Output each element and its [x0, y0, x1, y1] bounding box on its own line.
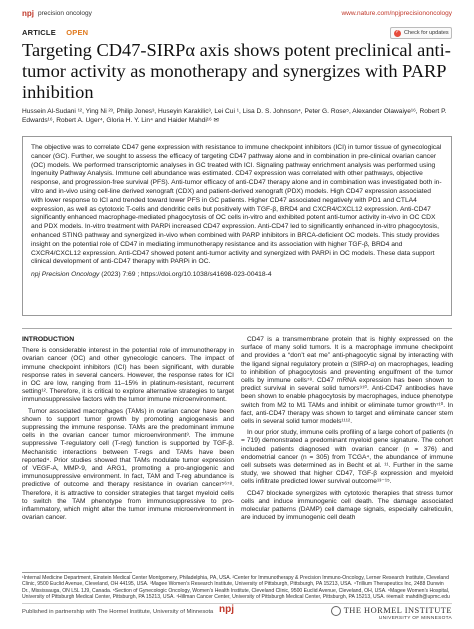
hormel-institute-logo	[331, 606, 452, 621]
journal-url-link[interactable]: www.nature.com/npjprecisiononcology	[341, 9, 452, 17]
divider	[22, 328, 452, 329]
abstract-citation	[31, 271, 443, 280]
footer-divider	[22, 603, 452, 604]
article-title: Targeting CD47-SIRPα axis shows potent preclinical anti-tumor activity as monotherapy and synergizes with PARP inhibition	[22, 40, 451, 102]
citation-journal: npj Precision Oncology	[31, 271, 100, 279]
npj-logo: npj	[22, 8, 34, 18]
article-type: ARTICLE	[22, 28, 56, 37]
affiliations: ¹Internal Medicine Department, Einstein Medical Center Montgomery, Philadelphia, PA, USA. ²Center for Immunotherapy & Precision Immuno-Oncology, Lerner Research Institute, Cleveland Clinic, 9500 Euclid Avenue, Cleveland, OH 44195, USA. ³Magee Women’s Research Institute, University of Pittsburgh, Pittsburgh, PA 15213, USA. ⁴Trillium Therapeutics Inc, 2488 Dunwin Dr., Mississauga, ON L5L 1J9, Canada. ⁵Section of Gynecologic Oncology, Women’s Health Institute, Cleveland Clinic, 9500 Euclid Avenue, Cleveland, OH, USA. ⁶Magee Women’s Hospital, University of Pittsburgh Medical Center, Pittsburgh, PA 15213, USA. ⁷Hillman Cancer Center, University of Pittsburgh Medical Center, Pittsburgh, PA 15213, USA. ✉email: mahdih@upmc.edu	[22, 575, 450, 600]
check-updates-label: Check for updates	[404, 30, 449, 36]
journal-header	[22, 6, 452, 20]
abstract-box	[22, 136, 452, 316]
intro-paragraph: There is considerable interest in the potential role of immunotherapy in ovarian cancer (OC) and other gynecologic cancers. The impact of immune checkpoint inhibitors (ICI) has been significant, with durable response rates in several cancers. However, the response rates for ICI in OC are low, ranging from 11–15% in platinum-resistant, recurrent setting¹². Therefore, it is critical to explore alternative strategies to target immunosuppressive factors with the tumor immune microenvironment.	[22, 347, 234, 404]
author-list: Hussein Al-Sudani ¹², Ying Ni ²³, Philip Jones³, Huseyin Karakilic³, Lei Cui ¹, Lisa D. S. Johnson⁴, Peter G. Rose⁵, Alexander Olawaiye¹⁶, Robert P. Edwards¹⁶, Robert A. Uger⁴, Gloria H. Y. Lin⁴ and Haider Mahdi¹⁶ ✉	[22, 108, 447, 124]
left-column	[22, 336, 234, 525]
journal-name: precision oncology	[38, 9, 92, 17]
intro-paragraph: Tumor associated macrophages (TAMs) in ovarian cancer have been shown to support tumor growth by promoting angiogenesis and suppressing the immune response. TAMs are the predominant immune cells in the ovarian cancer tumor microenvironment³. The immune suppressive T-regulatory cell (T-reg) function is supported by TGF-β. Mechanistic interactions between T-regs and TAMs have been reported⁴. Prior studies showed that TAMs modulate tumor expression of VEGF-A, MMP-9, and ARG1, promoting a pro-angiogenic and immunosuppressive environment. In fact, TAM and T-reg abundance is predictive of outcome and therapy resistance in ovarian cancer⁵⁶⁷⁸. Therefore, it is attractive to consider strategies that target myeloid cells to switch the TAM phenotype from immunosuppressive to pro-inflammatory, which might alter the tumor immune microenvironment in ovarian cancer.	[22, 407, 234, 522]
footer-partnership: Published in partnership with The Hormel Institute, University of Minnesota	[22, 609, 214, 615]
body-paragraph: CD47 blockade synergizes with cytotoxic therapies that stress tumor cells and induce immunogenic cell death. The damage associated molecular patterns (DAMP) cell damage signals, especially calreticulin, are induced by immunogenic cell death	[241, 489, 453, 522]
footer-npj-logo: npj	[219, 604, 234, 615]
hormel-university: UNIVERSITY OF MINNESOTA	[378, 616, 452, 622]
article-type-label	[22, 28, 88, 37]
right-column	[241, 336, 453, 525]
abstract-text: The objective was to correlate CD47 gene expression with resistance to immune checkpoint inhibitors (ICI) in tumor tissue of gynecological cancer (GC). Further, we sought to assess the efficacy of targeting CD47 pathway alone and in combination in pre-clinical ovarian cancer (OC) models. We performed transcriptomic analyses in GC treated with ICI. Signaling pathway enrichment analysis was performed using Ingenuity Pathway Analysis. Immune cell abundance was estimated. CD47 expression was correlated with other pathways, objective response, and progression-free survival (PFS). Anti-tumor efficacy of anti-CD47 therapy alone and in combination was investigated both in-vitro and in-vivo using cell-line derived xenograft (CDX) and patient-derived xenograft (PDX) models. High CD47 expression associated with lower response to ICI and trended toward lower PFS in GC patients. Higher CD47 associated negatively with PD1 and CTLA4 expression, as well as cytotoxic T-cells and dendritic cells but positively with TGF-β, BRD4 and CXCR4/CXCL12 expression. Anti-CD47 significantly enhanced macrophage-mediated phagocytosis of OC cells in-vitro and exhibited potent anti-tumor activity in-vivo in OC CDX and PDX models. In-vitro treatment with PARPi increased CD47 expression. Anti-CD47 led to significantly enhanced in-vitro phagocytosis, enhanced STING pathway and synergized in-vivo when combined with PARP inhibitors in BRCA-deficient OC models. This study provides insight on the potential role of CD47 in mediating immunotherapy resistance and its association with higher TGF-β, BRD4 and CXCR4/CXCL12 expression. Anti-CD47 showed potent anti-tumor activity and synergized with PARPi in OC models. These data support clinical development of anti-CD47 therapy with PARPi in OC.	[31, 144, 442, 266]
check-for-updates-button[interactable]	[390, 27, 452, 39]
hormel-seal-icon	[331, 606, 341, 616]
hormel-name: THE HORMEL INSTITUTE	[343, 606, 452, 615]
affiliation-divider	[22, 572, 132, 573]
body-paragraph: CD47 is a transmembrane protein that is highly expressed on the surface of many solid tumors. It is a macrophage immune checkpoint and provides a “don’t eat me” anti-phagocytic signal by interacting with the ligand signal regulatory protein α (SIRP-α) on macrophages, leading to inhibition of phagocytosis and preventing engulfment of the tumor cells by immune cells⁷⁸. CD47 mRNA expression has been shown to predict survival in several solid tumors⁹¹⁰. Anti-CD47 antibodies have been shown to enable phagocytosis by macrophages, induce phenotype switch from M2 to M1 TAMs and inhibit or eliminate tumor growth⁷¹⁰. In fact, anti-CD47 therapy was shown to target and eliminate cancer stem cells in several solid tumor models¹¹¹².	[241, 336, 453, 426]
citation-doi-link[interactable]: (2023) 7:69 ; https://doi.org/10.1038/s41698-023-00418-4	[99, 271, 272, 279]
body-paragraph: In our prior study, immune cells profiling of a large cohort of patients (n = 719) demonstrated a predominant myeloid gene signature. The cohort included patients diagnosed with ovarian cancer (n = 376) and endometrial cancer (n = 305) from TCGA⁴, the abundance of immune cell subsets was determined as in Becht et al. ¹¹. Further in the same study, we showed that higher CD47, TGF-β expression and myeloid cells infiltrate predicted lower survival outcome¹³⁻¹⁵.	[241, 429, 453, 486]
check-updates-icon	[394, 30, 401, 37]
introduction-heading: INTRODUCTION	[22, 336, 75, 343]
open-access-badge: OPEN	[66, 28, 89, 37]
